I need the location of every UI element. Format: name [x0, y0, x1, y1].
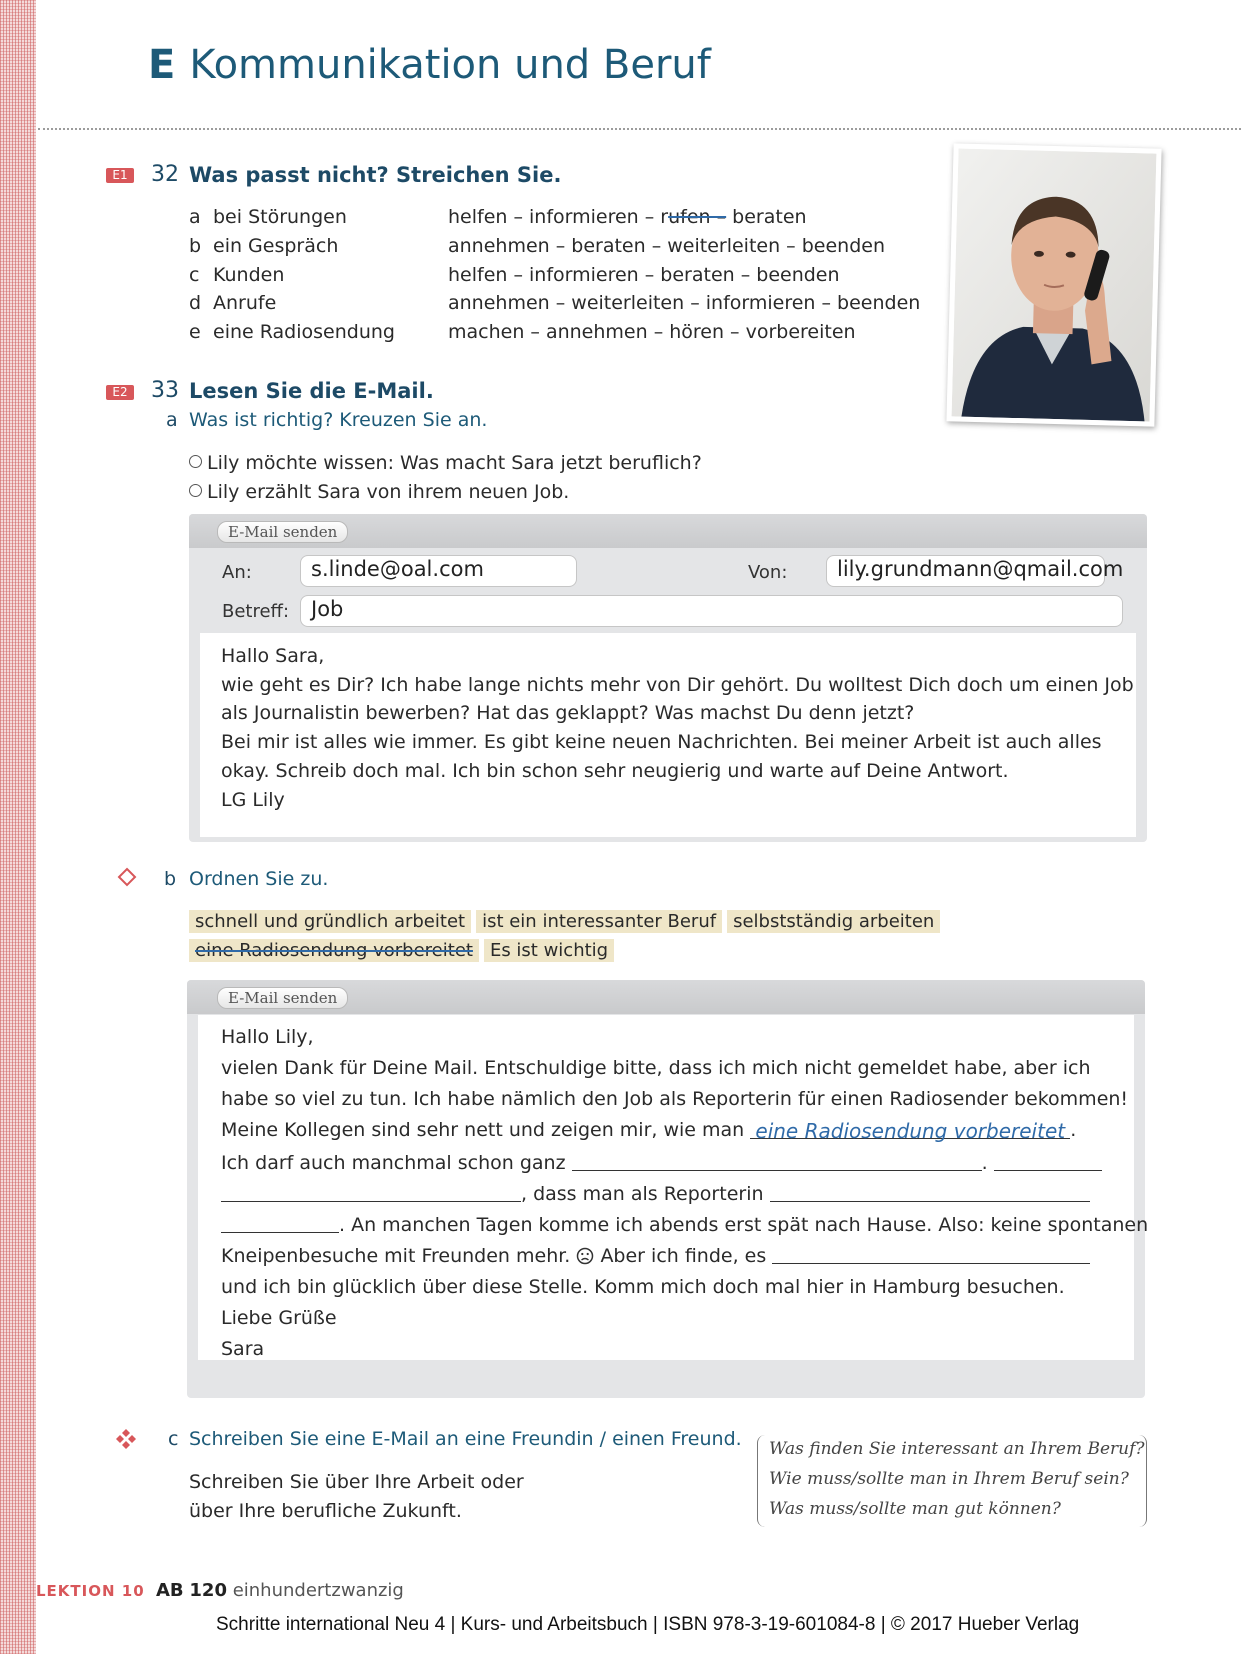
subtask-c-text: Schreiben Sie über Ihre Arbeit oder [189, 1471, 524, 1493]
footer-page-number [156, 1580, 404, 1601]
email-window-2 [187, 980, 1149, 1398]
choice-1-label: Lily möchte wissen: Was macht Sara jetzt beruflich? [207, 452, 702, 474]
email-line: Hallo Sara, [221, 645, 325, 667]
struck-option: ufen – [668, 206, 727, 228]
row-letter: e [189, 321, 201, 343]
badge-e1: E1 [106, 168, 134, 183]
handwritten-answer: eine Radiosendung vorbereitet [755, 1119, 1066, 1143]
exercise-33-number: 33 [151, 378, 179, 403]
answer-blank-filled[interactable] [750, 1119, 1070, 1143]
send-email-button[interactable]: E-Mail senden [217, 521, 348, 543]
line-text: . An manchen Tagen komme ich abends erst spät nach Hause. Also: keine spontanen [339, 1214, 1149, 1236]
sad-face-icon [576, 1247, 594, 1265]
email-line [221, 1182, 1090, 1205]
hint-question: Was finden Sie interessant an Ihrem Beruf? [769, 1439, 1145, 1459]
subtask-a-letter: a [166, 409, 178, 431]
radio-circle[interactable] [189, 455, 202, 468]
send-email-button[interactable]: E-Mail senden [217, 987, 348, 1009]
row-options[interactable]: machen – annehmen – hören – vorbereiten [448, 321, 856, 343]
email-body-2[interactable] [198, 1015, 1149, 1360]
row-letter: d [189, 292, 202, 314]
row-letter: a [189, 206, 201, 228]
row-options[interactable]: annehmen – beraten – weiterleiten – beenden [448, 235, 885, 257]
word-chip[interactable]: Es ist wichtig [484, 939, 614, 962]
exercise-33-title: Lesen Sie die E-Mail. [189, 379, 434, 403]
line-text: Kneipenbesuche mit Freunden mehr. [221, 1245, 571, 1267]
subtask-c-instruction: Schreiben Sie eine E-Mail an eine Freundin / einen Freund. [189, 1428, 742, 1450]
line-text: . [1070, 1119, 1077, 1141]
diamond-cluster-icon [115, 1428, 137, 1450]
email-line: Hallo Lily, [221, 1026, 314, 1048]
choice-1[interactable] [189, 452, 702, 474]
email-line: vielen Dank für Deine Mail. Entschuldige bitte, dass ich mich nicht gemeldet habe, aber ich [221, 1057, 1091, 1079]
footer-page-word: einhundertzwanzig [232, 1580, 404, 1601]
from-field[interactable]: lily.grundmann@qmail.com [826, 555, 1105, 587]
answer-blank[interactable] [221, 1213, 339, 1233]
email-line: Bei mir ist alles wie immer. Es gibt keine neuen Nachrichten. Bei meiner Arbeit ist auch alles [221, 731, 1102, 753]
subtask-c-letter: c [168, 1428, 179, 1450]
man-on-phone-illustration [952, 148, 1157, 421]
email-line: wie geht es Dir? Ich habe lange nichts mehr von Dir gehört. Du wolltest Dich doch um einen Job [221, 674, 1134, 696]
footer-page: 120 [189, 1580, 227, 1601]
email-window-1 [189, 514, 1147, 842]
side-stripe [0, 0, 36, 1654]
footer-ab: AB [156, 1580, 184, 1601]
line-text: , dass man als Reporterin [521, 1183, 764, 1205]
page-title [148, 42, 711, 88]
hint-question: Was muss/sollte man gut können? [769, 1499, 1061, 1519]
word-chip[interactable]: schnell und gründlich arbeitet [189, 910, 471, 933]
choice-2-label: Lily erzählt Sara von ihrem neuen Job. [207, 481, 570, 503]
email-line [221, 1244, 1090, 1267]
email-line: Sara [221, 1338, 265, 1360]
row-options[interactable] [448, 206, 807, 228]
badge-e2: E2 [106, 385, 134, 400]
email-line [221, 1151, 1102, 1174]
to-label: An: [222, 562, 252, 583]
row-item: bei Störungen [213, 206, 347, 228]
hint-box [757, 1435, 1147, 1527]
email-line: als Journalistin bewerben? Hat das geklappt? Was machst Du denn jetzt? [221, 702, 915, 724]
email-line: und ich bin glücklich über diese Stelle. Komm mich doch mal hier in Hamburg besuchen. [221, 1276, 1065, 1298]
row-options[interactable]: helfen – informieren – beraten – beenden [448, 264, 840, 286]
email-line: habe so viel zu tun. Ich habe nämlich den Job als Reporterin für einen Radiosender bekommen! [221, 1088, 1129, 1110]
from-label: Von: [748, 562, 788, 583]
hint-question: Wie muss/sollte man in Ihrem Beruf sein? [769, 1469, 1129, 1489]
email-line [221, 1213, 1148, 1236]
footer-lesson: LEKTION 10 [36, 1582, 145, 1600]
photo-man-on-phone [946, 143, 1161, 426]
section-letter: E [148, 42, 176, 88]
answer-blank[interactable] [994, 1151, 1102, 1171]
diamond-outline-icon [117, 867, 137, 887]
row-item: Kunden [213, 264, 285, 286]
email-line: LG Lily [221, 789, 285, 811]
row-options[interactable]: annehmen – weiterleiten – informieren – beenden [448, 292, 921, 314]
subtask-a-instruction: Was ist richtig? Kreuzen Sie an. [189, 409, 488, 431]
exercise-32-number: 32 [151, 162, 179, 187]
email-line: Liebe Grüße [221, 1307, 337, 1329]
header-divider [38, 128, 1241, 130]
subject-label: Betreff: [222, 601, 290, 622]
subject-field[interactable]: Job [300, 595, 1123, 627]
email-body-1[interactable] [200, 633, 1136, 837]
word-chip-used[interactable]: eine Radiosendung vorbereitet [189, 939, 479, 962]
answer-blank[interactable] [770, 1182, 1090, 1202]
subtask-b-instruction: Ordnen Sie zu. [189, 868, 329, 890]
row-letter: b [189, 235, 202, 257]
email-line [221, 1119, 1076, 1141]
word-bank [189, 910, 949, 962]
section-title: Kommunikation und Beruf [189, 42, 711, 88]
choice-2[interactable] [189, 481, 569, 503]
row-item: eine Radiosendung [213, 321, 395, 343]
word-bank-row-1 [189, 910, 949, 933]
options-post: beraten [726, 206, 807, 228]
to-field[interactable]: s.linde@oal.com [300, 555, 577, 587]
word-chip[interactable]: ist ein interessanter Beruf [476, 910, 722, 933]
word-bank-row-2 [189, 939, 949, 962]
options-pre: helfen – informieren – r [448, 206, 669, 228]
radio-circle[interactable] [189, 484, 202, 497]
line-text: Aber ich finde, es [600, 1245, 767, 1267]
footer-copyright: Schritte international Neu 4 | Kurs- und Arbeitsbuch | ISBN 978-3-19-601084-8 | © 2017 Hueber Verlag [216, 1614, 1080, 1635]
line-text: . [981, 1152, 988, 1174]
subtask-b-letter: b [164, 868, 177, 890]
word-chip[interactable]: selbstständig arbeiten [727, 910, 940, 933]
exercise-32-title: Was passt nicht? Streichen Sie. [189, 163, 562, 187]
line-text: Ich darf auch manchmal schon ganz [221, 1152, 566, 1174]
row-item: ein Gespräch [213, 235, 339, 257]
subtask-c-text: über Ihre berufliche Zukunft. [189, 1500, 462, 1522]
answer-blank[interactable] [572, 1151, 982, 1171]
answer-blank[interactable] [221, 1182, 521, 1202]
line-text: Meine Kollegen sind sehr nett und zeigen mir, wie man [221, 1119, 745, 1141]
email-line: okay. Schreib doch mal. Ich bin schon sehr neugierig und warte auf Deine Antwort. [221, 760, 1009, 782]
row-letter: c [189, 264, 200, 286]
answer-blank[interactable] [772, 1244, 1090, 1264]
row-item: Anrufe [213, 292, 277, 314]
